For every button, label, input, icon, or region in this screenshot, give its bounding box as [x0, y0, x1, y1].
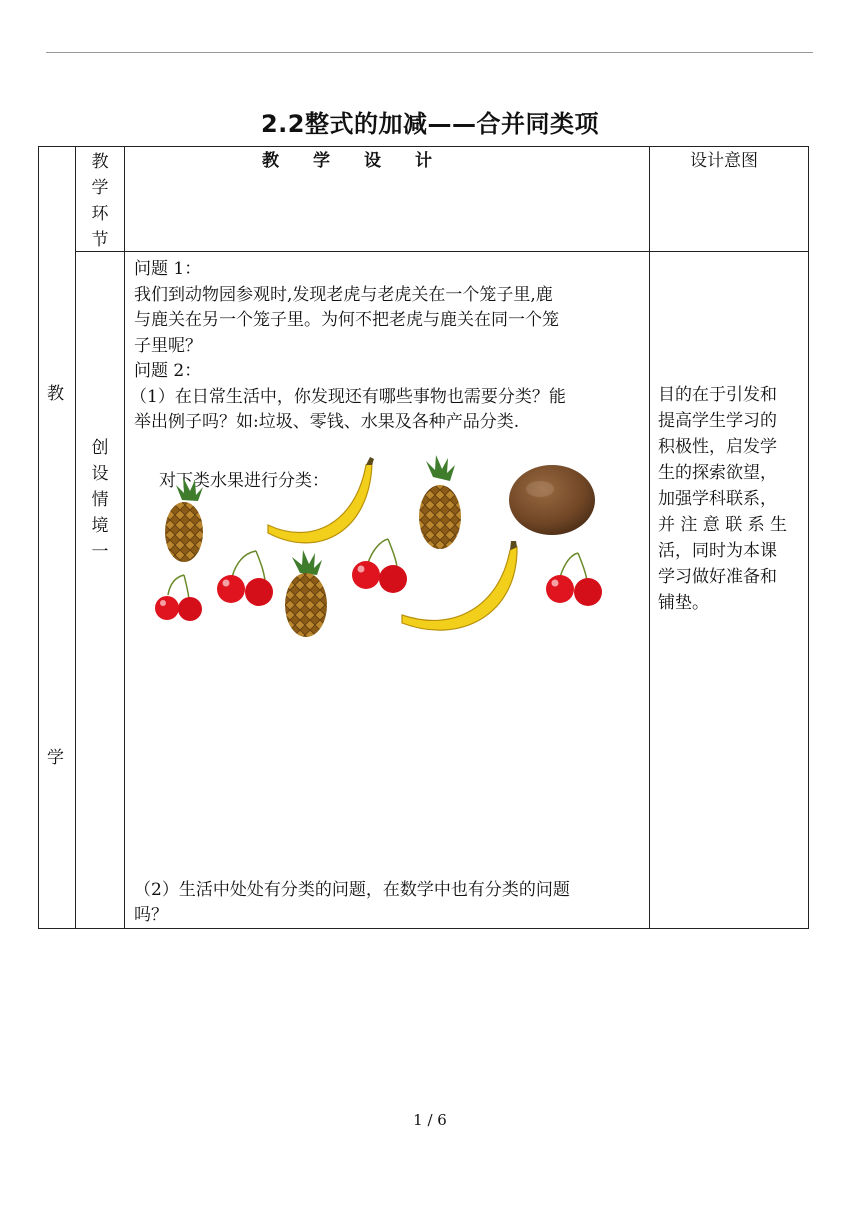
intent-line: 活，同时为本课 [658, 541, 777, 561]
table-divider [75, 146, 76, 929]
pineapple-icon [165, 477, 203, 562]
q1-text: 我们到动物园参观时,发现老虎与老虎关在一个笼子里,鹿 [134, 285, 553, 305]
fruit-illustration [140, 455, 640, 650]
intent-line: 积极性，启发学 [658, 437, 777, 457]
intent-line: 生的探索欲望， [658, 463, 777, 483]
page-title: 2.2整式的加减——合并同类项 [260, 110, 599, 138]
page-number: 1 / 6 [413, 1111, 447, 1129]
table-divider [124, 146, 125, 929]
kiwi-icon [509, 465, 595, 535]
intent-line: 铺垫。 [658, 593, 709, 613]
table-divider [649, 146, 650, 929]
q2-text: 举出例子吗？如:垃圾、零钱、水果及各种产品分类. [134, 412, 520, 432]
header-rule [46, 52, 813, 53]
design-intent [658, 382, 804, 616]
header-design: 教 学 设 计 [262, 151, 432, 171]
header-section: 教学环节 [91, 152, 109, 250]
q2-label: 问题 2： [134, 361, 202, 381]
fruit-caption: 对下类水果进行分类： [159, 471, 329, 491]
intent-line: 目的在于引发和 [658, 385, 777, 405]
stage-label: 学 [47, 748, 64, 768]
section-name: 创设情境一 [91, 438, 109, 562]
cherry-icon [217, 551, 273, 606]
stage-label: 教 [47, 384, 64, 404]
cherry-icon [352, 539, 407, 593]
table-divider [75, 251, 809, 252]
intent-line: 提高学生学习的 [658, 411, 777, 431]
banana-icon [402, 541, 517, 630]
q1-label: 问题 1： [134, 259, 202, 279]
intent-line: 加强学科联系， [658, 489, 777, 509]
q1-text: 与鹿关在另一个笼子里。为何不把老虎与鹿关在同一个笼 [134, 310, 559, 330]
cherry-icon [155, 575, 202, 621]
pineapple-icon [419, 455, 461, 549]
q2-text: （1）在日常生活中，你发现还有哪些事物也需要分类？能 [130, 387, 566, 407]
cherry-icon [546, 553, 602, 606]
pineapple-icon [285, 550, 327, 637]
header-intent: 设计意图 [690, 151, 758, 171]
intent-line: 学习做好准备和 [658, 567, 777, 587]
banana-icon [268, 457, 374, 543]
intent-line: 并 注 意 联 系 生 [658, 515, 788, 535]
q1-text: 子里呢？ [134, 336, 202, 356]
q2-text: （2）生活中处处有分类的问题，在数学中也有分类的问题 [134, 880, 570, 900]
q2-text: 吗？ [134, 905, 168, 925]
